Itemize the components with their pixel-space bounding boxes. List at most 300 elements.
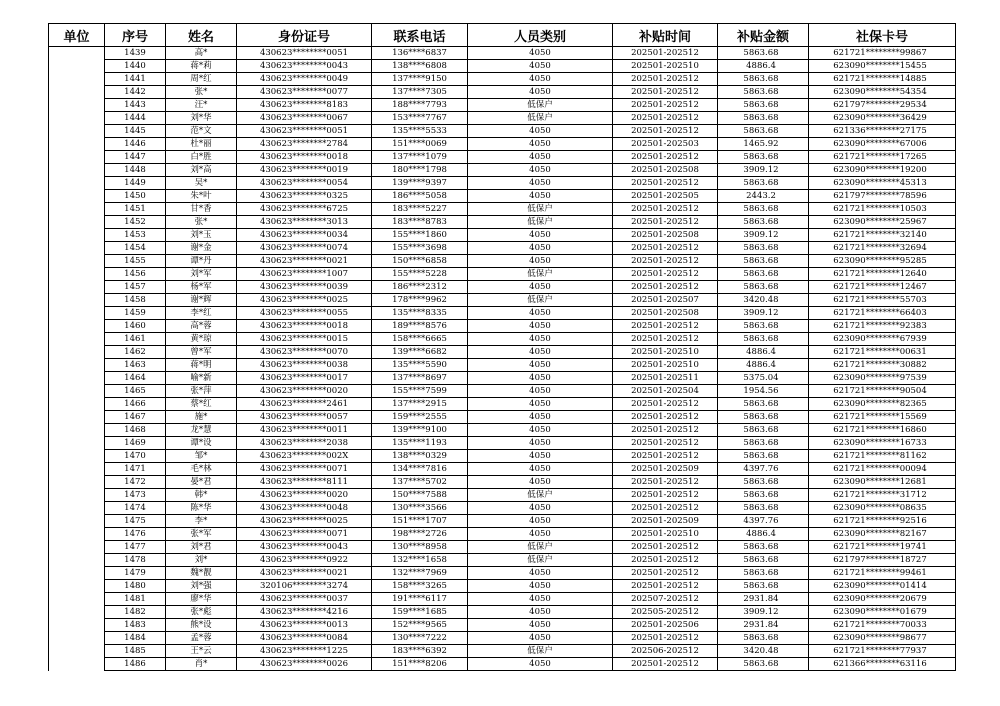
category-cell: 4050 — [468, 86, 613, 99]
seq-cell: 1464 — [105, 372, 166, 385]
seq-cell: 1479 — [105, 567, 166, 580]
period-cell: 202501-202512 — [613, 411, 718, 424]
card-cell: 621721********99461 — [809, 567, 956, 580]
card-cell: 621721********32694 — [809, 242, 956, 255]
name-cell: 李* — [166, 515, 237, 528]
name-cell: 陈*华 — [166, 502, 237, 515]
phone-cell: 150****7588 — [372, 489, 468, 502]
category-cell: 4050 — [468, 47, 613, 60]
period-cell: 202501-202512 — [613, 567, 718, 580]
unit-cell — [49, 294, 105, 307]
unit-cell — [49, 359, 105, 372]
id-cell: 430623********0922 — [237, 554, 372, 567]
card-cell: 621721********81162 — [809, 450, 956, 463]
seq-cell: 1472 — [105, 476, 166, 489]
phone-cell: 198****2726 — [372, 528, 468, 541]
period-cell: 202501-202512 — [613, 99, 718, 112]
id-cell: 430623********0071 — [237, 463, 372, 476]
seq-cell: 1474 — [105, 502, 166, 515]
table-row — [49, 580, 956, 593]
phone-cell: 138****0329 — [372, 450, 468, 463]
period-cell: 202501-202509 — [613, 463, 718, 476]
subsidy-table — [48, 23, 956, 671]
period-cell: 202501-202512 — [613, 255, 718, 268]
seq-cell: 1465 — [105, 385, 166, 398]
phone-cell: 186****5058 — [372, 190, 468, 203]
id-cell: 430623********0051 — [237, 47, 372, 60]
id-cell: 430623********0011 — [237, 424, 372, 437]
unit-cell — [49, 398, 105, 411]
phone-cell: 135****8335 — [372, 307, 468, 320]
table-row — [49, 528, 956, 541]
name-cell: 熊*设 — [166, 619, 237, 632]
card-cell: 621721********14885 — [809, 73, 956, 86]
seq-cell: 1456 — [105, 268, 166, 281]
table-row — [49, 177, 956, 190]
category-cell: 4050 — [468, 567, 613, 580]
seq-cell: 1457 — [105, 281, 166, 294]
period-cell: 202501-202508 — [613, 229, 718, 242]
name-cell: 高* — [166, 47, 237, 60]
period-cell: 202501-202512 — [613, 450, 718, 463]
unit-cell — [49, 658, 105, 671]
unit-cell — [49, 619, 105, 632]
period-cell: 202501-202510 — [613, 359, 718, 372]
period-cell: 202501-202512 — [613, 268, 718, 281]
name-cell: 张*萍 — [166, 385, 237, 398]
card-cell: 621721********90504 — [809, 385, 956, 398]
amount-cell: 5863.68 — [718, 99, 809, 112]
seq-cell: 1442 — [105, 86, 166, 99]
id-cell: 430623********6725 — [237, 203, 372, 216]
amount-cell: 2443.2 — [718, 190, 809, 203]
seq-cell: 1480 — [105, 580, 166, 593]
category-cell: 4050 — [468, 502, 613, 515]
amount-cell: 5863.68 — [718, 112, 809, 125]
header-phone: 联系电话 — [372, 24, 468, 47]
unit-cell — [49, 632, 105, 645]
card-cell: 623090********16733 — [809, 437, 956, 450]
category-cell: 4050 — [468, 333, 613, 346]
header-seq: 序号 — [105, 24, 166, 47]
period-cell: 202501-202510 — [613, 60, 718, 73]
seq-cell: 1444 — [105, 112, 166, 125]
category-cell: 4050 — [468, 450, 613, 463]
card-cell: 621721********12467 — [809, 281, 956, 294]
amount-cell: 2931.84 — [718, 619, 809, 632]
id-cell: 430623********0057 — [237, 411, 372, 424]
name-cell: 张* — [166, 216, 237, 229]
id-cell: 430623********0017 — [237, 372, 372, 385]
unit-cell — [49, 320, 105, 333]
phone-cell: 137****2915 — [372, 398, 468, 411]
id-cell: 430623********0020 — [237, 385, 372, 398]
phone-cell: 150****6858 — [372, 255, 468, 268]
seq-cell: 1454 — [105, 242, 166, 255]
name-cell: 魏*靓 — [166, 567, 237, 580]
id-cell: 430623********0067 — [237, 112, 372, 125]
category-cell: 4050 — [468, 164, 613, 177]
seq-cell: 1484 — [105, 632, 166, 645]
name-cell: 谢*辉 — [166, 294, 237, 307]
category-cell: 低保户 — [468, 541, 613, 554]
unit-cell — [49, 138, 105, 151]
phone-cell: 178****9962 — [372, 294, 468, 307]
card-cell: 621721********16860 — [809, 424, 956, 437]
name-cell: 杨*军 — [166, 281, 237, 294]
category-cell: 4050 — [468, 606, 613, 619]
name-cell: 肖* — [166, 658, 237, 671]
category-cell: 低保户 — [468, 268, 613, 281]
name-cell: 范*文 — [166, 125, 237, 138]
amount-cell: 3909.12 — [718, 307, 809, 320]
unit-cell — [49, 99, 105, 112]
id-cell: 430623********1225 — [237, 645, 372, 658]
phone-cell: 183****8783 — [372, 216, 468, 229]
card-cell: 623090********01679 — [809, 606, 956, 619]
period-cell: 202501-202512 — [613, 47, 718, 60]
unit-cell — [49, 216, 105, 229]
period-cell: 202501-202512 — [613, 151, 718, 164]
period-cell: 202501-202512 — [613, 73, 718, 86]
id-cell: 430623********0043 — [237, 60, 372, 73]
card-cell: 621721********00094 — [809, 463, 956, 476]
table-row — [49, 125, 956, 138]
phone-cell: 139****9100 — [372, 424, 468, 437]
card-cell: 623090********82167 — [809, 528, 956, 541]
table-row — [49, 398, 956, 411]
amount-cell: 3909.12 — [718, 606, 809, 619]
amount-cell: 5863.68 — [718, 632, 809, 645]
id-cell: 430623********8183 — [237, 99, 372, 112]
period-cell: 202501-202512 — [613, 541, 718, 554]
seq-cell: 1471 — [105, 463, 166, 476]
unit-cell — [49, 229, 105, 242]
unit-cell — [49, 450, 105, 463]
id-cell: 430623********0071 — [237, 528, 372, 541]
category-cell: 4050 — [468, 632, 613, 645]
card-cell: 621797********18727 — [809, 554, 956, 567]
category-cell: 低保户 — [468, 99, 613, 112]
card-cell: 623090********45313 — [809, 177, 956, 190]
unit-cell — [49, 86, 105, 99]
seq-cell: 1443 — [105, 99, 166, 112]
amount-cell: 5863.68 — [718, 177, 809, 190]
seq-cell: 1466 — [105, 398, 166, 411]
phone-cell: 139****6682 — [372, 346, 468, 359]
seq-cell: 1459 — [105, 307, 166, 320]
unit-cell — [49, 567, 105, 580]
period-cell: 202506-202512 — [613, 645, 718, 658]
seq-cell: 1455 — [105, 255, 166, 268]
name-cell: 晏*君 — [166, 476, 237, 489]
id-cell: 430623********0025 — [237, 515, 372, 528]
amount-cell: 5863.68 — [718, 320, 809, 333]
unit-cell — [49, 645, 105, 658]
phone-cell: 137****1079 — [372, 151, 468, 164]
unit-cell — [49, 476, 105, 489]
category-cell: 4050 — [468, 177, 613, 190]
amount-cell: 3909.12 — [718, 164, 809, 177]
category-cell: 4050 — [468, 281, 613, 294]
card-cell: 621721********12640 — [809, 268, 956, 281]
id-cell: 430623********0049 — [237, 73, 372, 86]
seq-cell: 1439 — [105, 47, 166, 60]
unit-cell — [49, 242, 105, 255]
category-cell: 4050 — [468, 190, 613, 203]
category-cell: 4050 — [468, 138, 613, 151]
name-cell: 刘*君 — [166, 541, 237, 554]
period-cell: 202505-202512 — [613, 606, 718, 619]
category-cell: 4050 — [468, 255, 613, 268]
seq-cell: 1478 — [105, 554, 166, 567]
phone-cell: 130****7222 — [372, 632, 468, 645]
category-cell: 低保户 — [468, 645, 613, 658]
id-cell: 430623********0051 — [237, 125, 372, 138]
table-row — [49, 515, 956, 528]
amount-cell: 5863.68 — [718, 216, 809, 229]
phone-cell: 139****9397 — [372, 177, 468, 190]
phone-cell: 158****3265 — [372, 580, 468, 593]
card-cell: 621797********29534 — [809, 99, 956, 112]
phone-cell: 180****1798 — [372, 164, 468, 177]
table-row — [49, 242, 956, 255]
name-cell: 廖*华 — [166, 593, 237, 606]
card-cell: 623090********98677 — [809, 632, 956, 645]
period-cell: 202501-202505 — [613, 190, 718, 203]
seq-cell: 1452 — [105, 216, 166, 229]
name-cell: 黄*琼 — [166, 333, 237, 346]
name-cell: 邹* — [166, 450, 237, 463]
amount-cell: 5863.68 — [718, 411, 809, 424]
name-cell: 刘*玉 — [166, 229, 237, 242]
table-row — [49, 593, 956, 606]
period-cell: 202501-202512 — [613, 177, 718, 190]
name-cell: 朱*叶 — [166, 190, 237, 203]
unit-cell — [49, 203, 105, 216]
id-cell: 430623********0054 — [237, 177, 372, 190]
seq-cell: 1481 — [105, 593, 166, 606]
name-cell: 毛*林 — [166, 463, 237, 476]
phone-cell: 138****6808 — [372, 60, 468, 73]
phone-cell: 155****5228 — [372, 268, 468, 281]
card-cell: 621721********30882 — [809, 359, 956, 372]
id-cell: 430623********0077 — [237, 86, 372, 99]
card-cell: 623090********20679 — [809, 593, 956, 606]
id-cell: 320106********3274 — [237, 580, 372, 593]
amount-cell: 5863.68 — [718, 268, 809, 281]
category-cell: 4050 — [468, 515, 613, 528]
table-row — [49, 268, 956, 281]
unit-cell — [49, 177, 105, 190]
seq-cell: 1469 — [105, 437, 166, 450]
name-cell: 谢*金 — [166, 242, 237, 255]
amount-cell: 5863.68 — [718, 398, 809, 411]
phone-cell: 158****6665 — [372, 333, 468, 346]
id-cell: 430623********0039 — [237, 281, 372, 294]
id-cell: 430623********0043 — [237, 541, 372, 554]
category-cell: 4050 — [468, 619, 613, 632]
unit-cell — [49, 606, 105, 619]
seq-cell: 1453 — [105, 229, 166, 242]
card-cell: 623090********08635 — [809, 502, 956, 515]
table-row — [49, 424, 956, 437]
name-cell: 杜*丽 — [166, 138, 237, 151]
period-cell: 202501-202506 — [613, 619, 718, 632]
period-cell: 202501-202512 — [613, 203, 718, 216]
seq-cell: 1450 — [105, 190, 166, 203]
name-cell: 蔡*红 — [166, 398, 237, 411]
amount-cell: 4397.76 — [718, 463, 809, 476]
phone-cell: 135****1193 — [372, 437, 468, 450]
unit-cell — [49, 554, 105, 567]
amount-cell: 4886.4 — [718, 359, 809, 372]
amount-cell: 2931.84 — [718, 593, 809, 606]
amount-cell: 5863.68 — [718, 73, 809, 86]
period-cell: 202501-202504 — [613, 385, 718, 398]
amount-cell: 5863.68 — [718, 541, 809, 554]
phone-cell: 186****2312 — [372, 281, 468, 294]
card-cell: 623090********95285 — [809, 255, 956, 268]
card-cell: 621721********77937 — [809, 645, 956, 658]
category-cell: 4050 — [468, 151, 613, 164]
phone-cell: 152****9565 — [372, 619, 468, 632]
category-cell: 低保户 — [468, 112, 613, 125]
id-cell: 430623********0021 — [237, 255, 372, 268]
amount-cell: 5863.68 — [718, 554, 809, 567]
name-cell: 谭*丹 — [166, 255, 237, 268]
unit-cell — [49, 437, 105, 450]
category-cell: 4050 — [468, 60, 613, 73]
card-cell: 621336********27175 — [809, 125, 956, 138]
table-row — [49, 645, 956, 658]
id-cell: 430623********8111 — [237, 476, 372, 489]
card-cell: 621721********92516 — [809, 515, 956, 528]
seq-cell: 1462 — [105, 346, 166, 359]
unit-cell — [49, 112, 105, 125]
unit-cell — [49, 281, 105, 294]
card-cell: 623090********01414 — [809, 580, 956, 593]
category-cell: 4050 — [468, 437, 613, 450]
seq-cell: 1441 — [105, 73, 166, 86]
period-cell: 202501-202512 — [613, 398, 718, 411]
period-cell: 202501-202512 — [613, 112, 718, 125]
phone-cell: 189****8576 — [372, 320, 468, 333]
id-cell: 430623********0015 — [237, 333, 372, 346]
period-cell: 202501-202508 — [613, 307, 718, 320]
name-cell: 吴* — [166, 177, 237, 190]
unit-cell — [49, 268, 105, 281]
id-cell: 430623********2038 — [237, 437, 372, 450]
seq-cell: 1447 — [105, 151, 166, 164]
amount-cell: 5863.68 — [718, 125, 809, 138]
seq-cell: 1448 — [105, 164, 166, 177]
table-row — [49, 346, 956, 359]
id-cell: 430623********2784 — [237, 138, 372, 151]
name-cell: 谭*设 — [166, 437, 237, 450]
seq-cell: 1483 — [105, 619, 166, 632]
id-cell: 430623********0013 — [237, 619, 372, 632]
seq-cell: 1468 — [105, 424, 166, 437]
header-period: 补贴时间 — [613, 24, 718, 47]
table-row — [49, 307, 956, 320]
card-cell: 621721********55703 — [809, 294, 956, 307]
amount-cell: 5863.68 — [718, 86, 809, 99]
phone-cell: 136****6837 — [372, 47, 468, 60]
phone-cell: 137****9150 — [372, 73, 468, 86]
header-row — [49, 24, 956, 47]
unit-cell — [49, 424, 105, 437]
amount-cell: 3420.48 — [718, 294, 809, 307]
seq-cell: 1476 — [105, 528, 166, 541]
seq-cell: 1446 — [105, 138, 166, 151]
period-cell: 202501-202512 — [613, 320, 718, 333]
table-row — [49, 502, 956, 515]
id-cell: 430623********0019 — [237, 164, 372, 177]
table-row — [49, 541, 956, 554]
seq-cell: 1486 — [105, 658, 166, 671]
unit-cell — [49, 73, 105, 86]
id-cell: 430623********0070 — [237, 346, 372, 359]
seq-cell: 1460 — [105, 320, 166, 333]
period-cell: 202501-202508 — [613, 164, 718, 177]
phone-cell: 137****8697 — [372, 372, 468, 385]
table-row — [49, 86, 956, 99]
id-cell: 430623********4216 — [237, 606, 372, 619]
card-cell: 623090********97539 — [809, 372, 956, 385]
header-amount: 补贴金额 — [718, 24, 809, 47]
table-row — [49, 450, 956, 463]
name-cell: 张*军 — [166, 528, 237, 541]
period-cell: 202501-202512 — [613, 632, 718, 645]
card-cell: 621721********31712 — [809, 489, 956, 502]
period-cell: 202501-202512 — [613, 125, 718, 138]
name-cell: 白*胜 — [166, 151, 237, 164]
id-cell: 430623********1007 — [237, 268, 372, 281]
header-category: 人员类别 — [468, 24, 613, 47]
id-cell: 430623********0025 — [237, 294, 372, 307]
period-cell: 202501-202512 — [613, 502, 718, 515]
seq-cell: 1449 — [105, 177, 166, 190]
unit-cell — [49, 528, 105, 541]
amount-cell: 5863.68 — [718, 47, 809, 60]
period-cell: 202501-202512 — [613, 554, 718, 567]
id-cell: 430623********0018 — [237, 151, 372, 164]
unit-cell — [49, 307, 105, 320]
unit-cell — [49, 255, 105, 268]
phone-cell: 155****1860 — [372, 229, 468, 242]
name-cell: 蒋*莉 — [166, 60, 237, 73]
table-row — [49, 658, 956, 671]
category-cell: 4050 — [468, 528, 613, 541]
seq-cell: 1451 — [105, 203, 166, 216]
id-cell: 430623********0018 — [237, 320, 372, 333]
card-cell: 623090********67939 — [809, 333, 956, 346]
unit-cell — [49, 502, 105, 515]
seq-cell: 1440 — [105, 60, 166, 73]
amount-cell: 4886.4 — [718, 346, 809, 359]
card-cell: 621721********15569 — [809, 411, 956, 424]
name-cell: 高*蓉 — [166, 320, 237, 333]
unit-cell — [49, 47, 105, 60]
amount-cell: 4397.76 — [718, 515, 809, 528]
unit-cell — [49, 333, 105, 346]
name-cell: 喻*新 — [166, 372, 237, 385]
table-row — [49, 333, 956, 346]
amount-cell: 5863.68 — [718, 151, 809, 164]
phone-cell: 159****1685 — [372, 606, 468, 619]
phone-cell: 183****5227 — [372, 203, 468, 216]
